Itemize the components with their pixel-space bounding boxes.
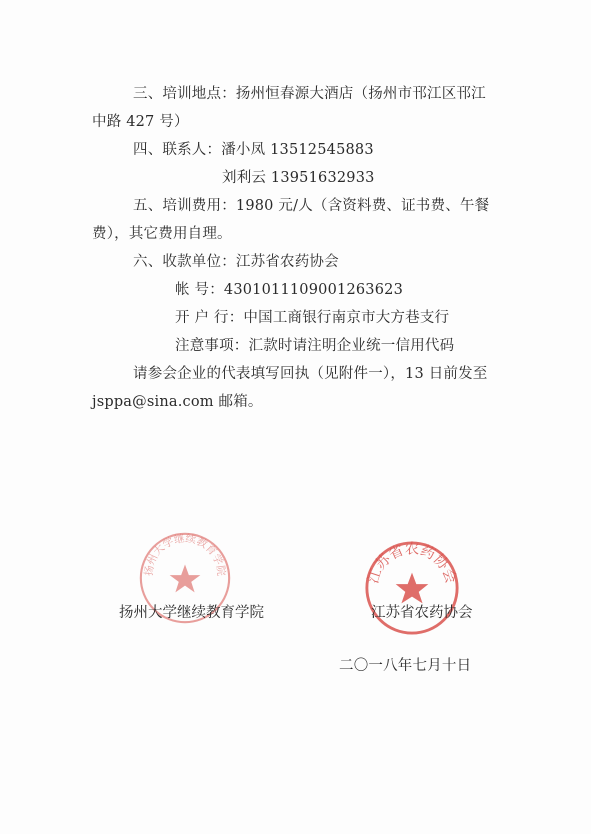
section-6-account: 帐 号：4301011109001263623	[175, 282, 403, 298]
section-5-line-2: 费），其它费用自理。	[92, 226, 232, 242]
section-4-line-1: 四、联系人：潘小凤 13512545883	[133, 142, 374, 158]
section-6-note: 注意事项：汇款时请注明企业统一信用代码	[175, 338, 455, 354]
left-seal-text: 扬州大学继续教育学院	[143, 532, 227, 577]
left-organization: 扬州大学继续教育学院	[119, 605, 264, 621]
right-seal-text: 江苏省农药协会	[365, 541, 459, 586]
closing-line-1: 请参会企业的代表填写回执（见附件一），13 日前发至	[133, 366, 488, 382]
document-date: 二〇一八年七月十日	[339, 658, 472, 674]
section-6-bank: 开 户 行：中国工商银行南京市大方巷支行	[175, 310, 450, 326]
section-3-line-2: 中路 427 号）	[92, 114, 189, 130]
left-seal-star-icon	[170, 565, 201, 593]
closing-line-2: jsppa@sina.com 邮箱。	[92, 394, 263, 410]
right-seal-star-icon	[396, 573, 429, 604]
section-4-line-2: 刘利云 13951632933	[222, 170, 375, 186]
section-3-line-1: 三、培训地点：扬州恒春源大酒店（扬州市邗江区邗江	[133, 86, 486, 102]
section-5-line-1: 五、培训费用：1980 元/人（含资料费、证书费、午餐	[133, 198, 490, 214]
section-6-heading: 六、收款单位：江苏省农药协会	[133, 254, 339, 270]
right-organization: 江苏省农药协会	[371, 605, 473, 621]
